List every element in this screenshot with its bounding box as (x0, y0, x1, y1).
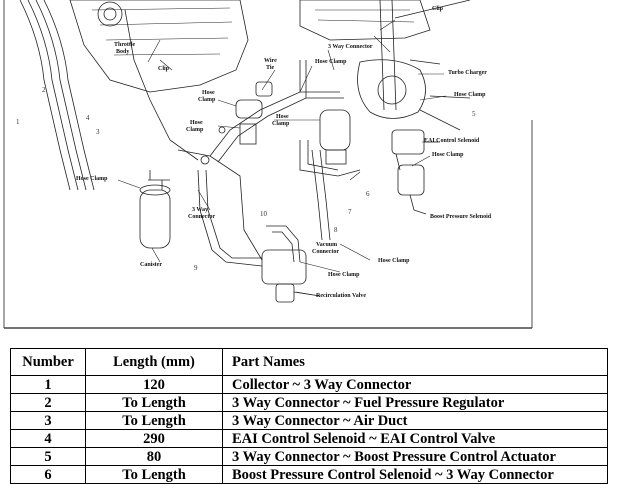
hose-clamp-label-left: Hose Clamp (76, 176, 108, 182)
cell-number: 6 (11, 466, 86, 484)
column-header-part-names: Part Names (223, 349, 608, 376)
cell-length: 290 (86, 430, 223, 448)
callout-number-1: 1 (16, 118, 20, 126)
cell-length: To Length (86, 394, 223, 412)
turbo-charger-label: Turbo Charger (448, 70, 487, 76)
canister-label: Canister (140, 262, 162, 268)
hose-clamp-label-a-line2: Clamp (198, 97, 216, 103)
cell-number: 4 (11, 430, 86, 448)
throttle-body-label-line1: Throttle (114, 42, 136, 48)
three-way-connector-label-left-line2: Connector (188, 214, 215, 220)
cell-length: To Length (86, 466, 223, 484)
hose-clamp-label-c-line1: Hose (276, 114, 289, 120)
callout-number-4: 4 (86, 114, 90, 122)
cell-number: 2 (11, 394, 86, 412)
vacuum-connector-label-line2: Connector (312, 249, 339, 255)
table-row (11, 412, 608, 430)
hose-clamp-label-right: Hose Clamp (454, 92, 486, 98)
callout-number-9: 9 (194, 264, 198, 272)
column-header-length: Length (mm) (86, 349, 223, 376)
cell-part-name: Collector ~ 3 Way Connector (223, 376, 608, 394)
table-header-row (11, 349, 608, 376)
hose-clamp-label-bottom: Hose Clamp (328, 272, 360, 278)
hose-clamp-label-a-line1: Hose (202, 90, 215, 96)
cell-length: 120 (86, 376, 223, 394)
cell-number: 3 (11, 412, 86, 430)
cell-part-name: 3 Way Connector ~ Air Duct (223, 412, 608, 430)
parts-table (10, 348, 608, 484)
cell-number: 5 (11, 448, 86, 466)
callout-number-7: 7 (348, 208, 352, 216)
three-way-connector-label-top: 3 Way Connector (328, 44, 373, 50)
cell-part-name: EAI Control Selenoid ~ EAI Control Valve (223, 430, 608, 448)
vacuum-connector-label-line1: Vacuum (316, 242, 338, 248)
boost-pressure-selenoid-label: Boost Pressure Selenoid (430, 214, 492, 220)
cell-number: 1 (11, 376, 86, 394)
table-row (11, 466, 608, 484)
table-row (11, 430, 608, 448)
table-row (11, 376, 608, 394)
wire-tie-label-line2: Tie (266, 65, 275, 71)
clip-label-left: Clip (158, 66, 170, 72)
hose-clamp-label-top: Hose Clamp (315, 59, 347, 65)
callout-number-6: 6 (366, 190, 370, 198)
wire-tie-label-line1: Wire (264, 58, 277, 64)
cell-part-name: Boost Pressure Control Selenoid ~ 3 Way Connector (223, 466, 608, 484)
three-way-connector-label-left-line1: 3 Way (192, 207, 209, 213)
hose-clamp-label-low: Hose Clamp (378, 258, 410, 264)
callout-number-5: 5 (472, 110, 476, 118)
hose-clamp-label-mid: Hose Clamp (432, 152, 464, 158)
table-row (11, 448, 608, 466)
recirculation-valve-label: Recirculation Valve (316, 293, 367, 299)
throttle-body-label-line2: Body (116, 49, 130, 55)
cell-part-name: 3 Way Connector ~ Fuel Pressure Regulator (223, 394, 608, 412)
clip-label-top: Clip (432, 6, 444, 12)
hose-clamp-label-c-line2: Clamp (272, 121, 290, 127)
callout-number-2: 2 (42, 86, 46, 94)
cell-length: To Length (86, 412, 223, 430)
callout-number-3: 3 (96, 128, 100, 136)
hose-clamp-label-b-line1: Hose (190, 120, 203, 126)
cell-part-name: 3 Way Connector ~ Boost Pressure Control Actuator (223, 448, 608, 466)
callout-number-10: 10 (260, 210, 267, 218)
callout-number-8: 8 (334, 226, 338, 234)
cell-length: 80 (86, 448, 223, 466)
table-row (11, 394, 608, 412)
column-header-number: Number (11, 349, 86, 376)
eai-control-selenoid-label: EAI Control Selenoid (424, 138, 480, 144)
hose-clamp-label-b-line2: Clamp (186, 127, 204, 133)
